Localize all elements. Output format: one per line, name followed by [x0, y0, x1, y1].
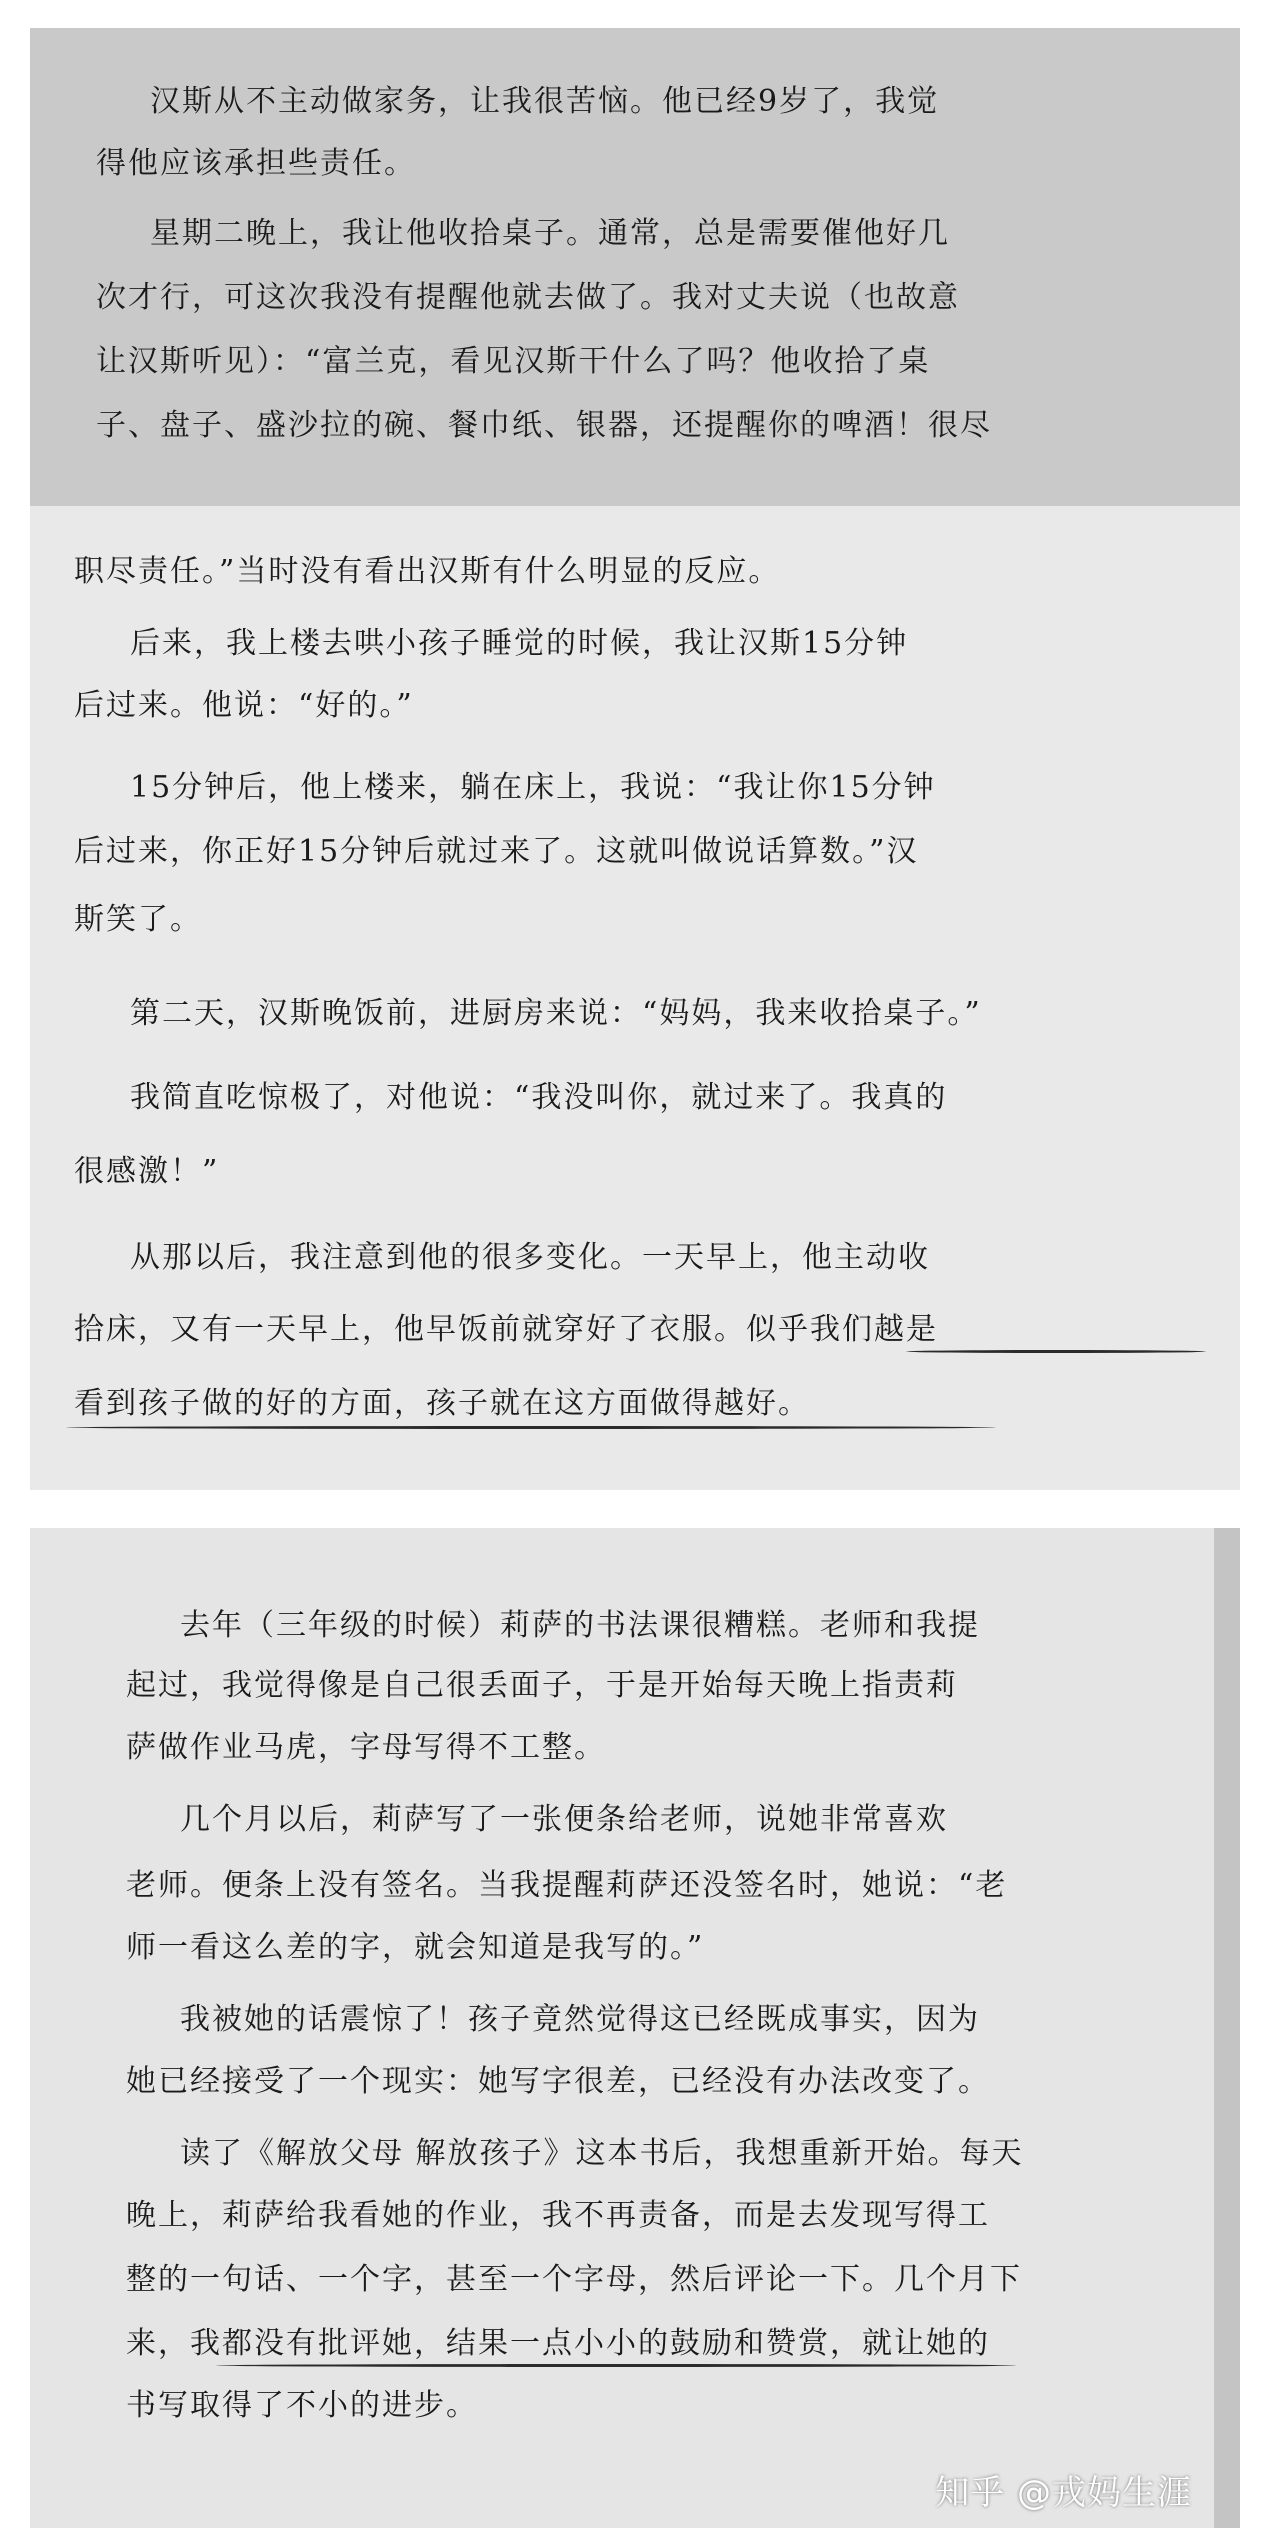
text-line: 斯笑了。 [74, 902, 202, 937]
text-line: 汉斯从不主动做家务，让我很苦恼。他已经9岁了，我觉 [150, 84, 940, 119]
text-line: 晚上，莉萨给我看她的作业，我不再责备，而是去发现写得工 [126, 2198, 990, 2233]
book-page-bottom [30, 1528, 1240, 2528]
text-line: 职尽责任。”当时没有看出汉斯有什么明显的反应。 [74, 554, 781, 589]
text-line: 读了《解放父母 解放孩子》这本书后，我想重新开始。每天 [180, 2136, 1024, 2171]
book-page-top [30, 28, 1240, 1490]
text-line: 几个月以后，莉萨写了一张便条给老师，说她非常喜欢 [180, 1802, 948, 1837]
pen-underline [906, 1350, 1206, 1353]
text-line: 起过，我觉得像是自己很丢面子，于是开始每天晚上指责莉 [126, 1668, 958, 1703]
text-line: 星期二晚上，我让他收拾桌子。通常，总是需要催他好几 [150, 216, 950, 251]
text-line: 15分钟后，他上楼来，躺在床上，我说：“我让你15分钟 [130, 770, 936, 805]
text-line: 得他应该承担些责任。 [96, 146, 416, 181]
text-line: 后过来。他说：“好的。” [74, 688, 414, 723]
text-line: 后来，我上楼去哄小孩子睡觉的时候，我让汉斯15分钟 [130, 626, 909, 661]
text-line: 第二天，汉斯晚饭前，进厨房来说：“妈妈，我来收拾桌子。” [130, 996, 982, 1031]
text-line: 次才行，可这次我没有提醒他就去做了。我对丈夫说（也故意 [96, 280, 960, 315]
text-line: 来，我都没有批评她，结果一点小小的鼓励和赞赏，就让她的 [126, 2326, 990, 2361]
text-line: 拾床，又有一天早上，他早饭前就穿好了衣服。似乎我们越是 [74, 1312, 938, 1347]
text-line: 我简直吃惊极了，对他说：“我没叫你，就过来了。我真的 [130, 1080, 948, 1115]
page-edge [1214, 1528, 1240, 2528]
zhihu-watermark: 知乎 @戎妈生涯 [935, 2473, 1192, 2513]
text-line: 我被她的话震惊了！孩子竟然觉得这已经既成事实，因为 [180, 2002, 980, 2037]
text-line: 书写取得了不小的进步。 [126, 2388, 478, 2423]
text-line: 萨做作业马虎，字母写得不工整。 [126, 1730, 606, 1765]
text-line: 很感激！” [74, 1154, 220, 1189]
text-line: 她已经接受了一个现实：她写字很差，已经没有办法改变了。 [126, 2064, 990, 2099]
text-line: 看到孩子做的好的方面，孩子就在这方面做得越好。 [74, 1386, 810, 1421]
text-line: 让汉斯听见）：“富兰克，看见汉斯干什么了吗？他收拾了桌 [96, 344, 931, 379]
text-line: 老师。便条上没有签名。当我提醒莉萨还没签名时，她说：“老 [126, 1868, 1008, 1903]
text-line: 去年（三年级的时候）莉萨的书法课很糟糕。老师和我提 [180, 1608, 980, 1643]
text-line: 从那以后，我注意到他的很多变化。一天早上，他主动收 [130, 1240, 930, 1275]
text-line: 整的一句话、一个字，甚至一个字母，然后评论一下。几个月下 [126, 2262, 1022, 2297]
pen-underline [66, 1426, 996, 1429]
pen-underline [216, 2364, 1016, 2367]
text-line: 子、盘子、盛沙拉的碗、餐巾纸、银器，还提醒你的啤酒！很尽 [96, 408, 992, 443]
text-line: 后过来，你正好15分钟后就过来了。这就叫做说话算数。”汉 [74, 834, 919, 869]
text-line: 师一看这么差的字，就会知道是我写的。” [126, 1930, 705, 1965]
